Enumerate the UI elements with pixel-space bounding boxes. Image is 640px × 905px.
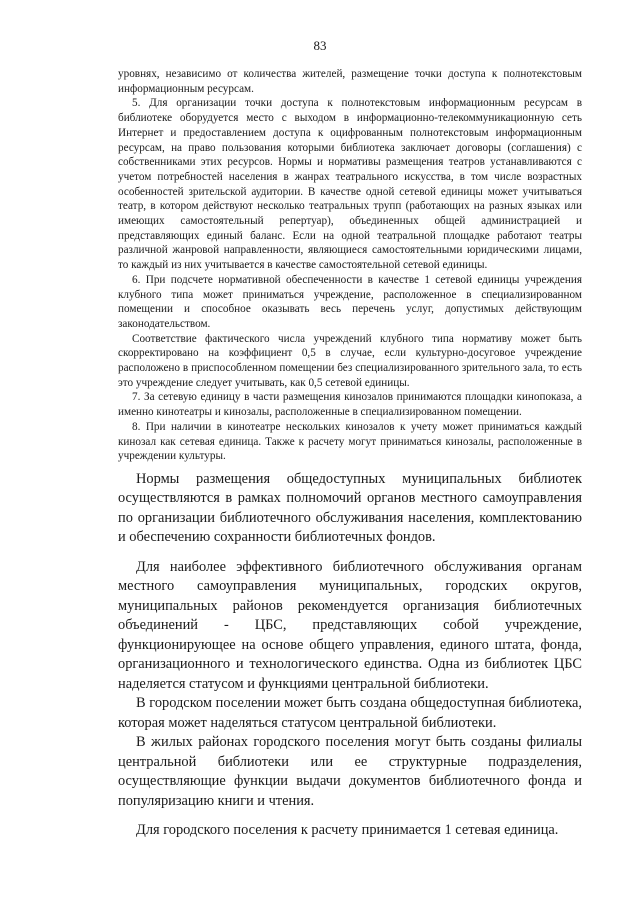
paragraph-central-library: В городском поселении может быть создана общедоступная библиотека, которая может наделяться статусом центральной библиотеки. [118,695,582,731]
paragraph-club-coefficient: Соответствие фактического числа учреждений клубного типа нормативу может быть скорректировано на коэффициент 0,5 в случае, если культурно-досуговое учреждение расположено в приспособленном помещении без специализированного зрительного зала, то есть это учреждение следует учитывать, как 0,5 сетевой единицы. [118,332,582,389]
paragraph-library-norms: Нормы размещения общедоступных муниципальных библиотек осуществляются в рамках полномочий органов местного самоуправления по организации библиотечного обслуживания населения, комплектованию и обеспечению сохранности библиотечных фондов. [118,470,582,546]
page-body [118,67,582,841]
paragraph-item-6: 6. При подсчете нормативной обеспеченности в качестве 1 сетевой единицы учреждения клубного типа может приниматься учреждение, расположенное в специализированном помещении и способное оказывать весь перечень услуг, допустимых действующим законодательством. [118,273,582,330]
paragraph-item-5: 5. Для организации точки доступа к полнотекстовым информационным ресурсам в библиотеке оборудуется место с выходом в информационно-телекоммуникационную сеть Интернет и предоставлением доступа к оцифрованным полнотекстовым информационным ресурсам, на право пользования которыми библиотека заключает договоры (соглашения) с собственниками этих ресурсов. Нормы и нормативы размещения театров устанавливаются с учетом потребностей населения в жанрах театрального искусства, в том числе возрастных особенностей зрительской аудитории. В качестве одной сетевой единицы может учитываться театр, в котором действуют несколько театральных трупп (работающих на разных языках или имеющих самостоятельный репертуар), объединенных общей администрацией и представляющих единый баланс. Если на одной театральной площадке работают театры различной жанровой направленности, являющиеся самостоятельными юридическими лицами, то каждый из них учитывается в качестве самостоятельной сетевой единицы. [118,97,582,272]
large-text-section [118,470,582,841]
small-text-section [118,67,582,464]
paragraph-item-8: 8. При наличии в кинотеатре нескольких кинозалов к учету может приниматься каждый кинозал как сетевая единица. Также к расчету могут приниматься кинозалы, расположенные в учреждении культуры. [118,420,582,463]
paragraph-network-unit: Для городского поселения к расчету принимается 1 сетевая единица. [136,822,559,839]
paragraph-cbs: Для наиболее эффективного библиотечного обслуживания органам местного самоуправления муниципальных, городских округов, муниципальных районов рекомендуется организация библиотечных объединений - ЦБС, представляющих собой учреждение, функционирующее на основе общего управления, единого штата, фонда, организационного и технологического единства. Одна из библиотек ЦБС наделяется статусом и функциями центральной библиотеки. [118,558,582,692]
paragraph-continuation: уровнях, независимо от количества жителей, размещение точки доступа к полнотекстовым информационным ресурсам. [118,68,582,95]
page-number: 83 [313,38,327,53]
paragraph-item-7: 7. За сетевую единицу в части размещения кинозалов принимаются площадки кинопоказа, а именно кинотеатры и кинозалы, расположенные в специализированном помещении. [118,391,582,419]
paragraph-branches: В жилых районах городского поселения могут быть созданы филиалы центральной библиотеки или ее структурные подразделения, осуществляющие функции выдачи документов библиотечного фонда и популяризацию книги и чтения. [118,734,582,809]
